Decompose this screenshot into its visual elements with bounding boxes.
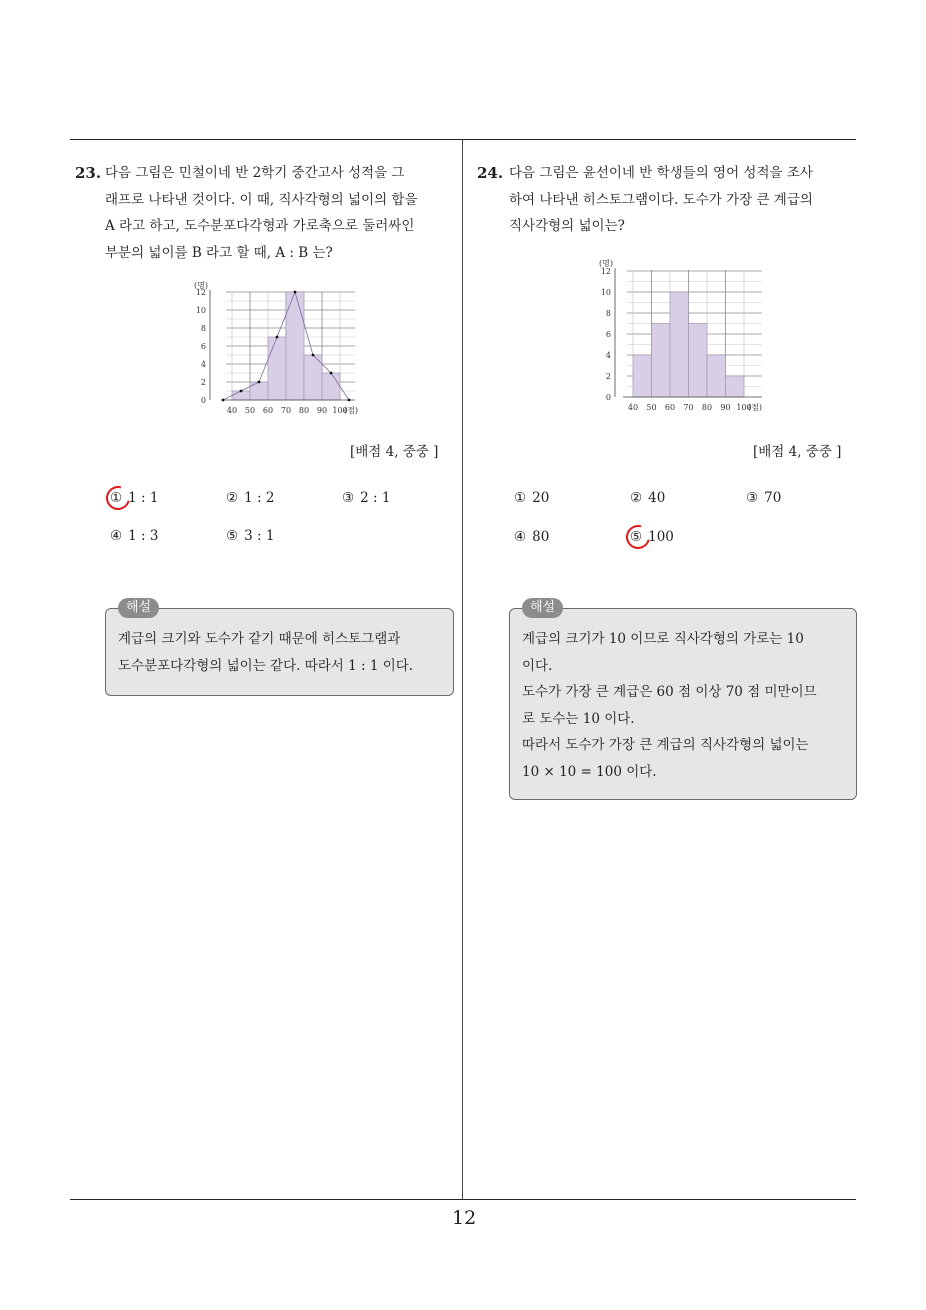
explanation-line: 계급의 크기가 10 이므로 직사각형의 가로는 10 xyxy=(522,631,804,647)
q24-question-text xyxy=(509,160,813,240)
histogram-bar xyxy=(633,355,652,397)
y-tick-label: 10 xyxy=(600,288,611,297)
top-rule xyxy=(70,139,856,140)
explanation-line: 로 도수는 10 이다. xyxy=(522,710,635,727)
explanation-line: 도수분포다각형의 넓이는 같다. 따라서 1 : 1 이다. xyxy=(118,657,414,674)
x-tick-label: 40 xyxy=(627,403,639,412)
q23-line: 부분의 넓이를 B 라고 할 때, A : B 는? xyxy=(105,244,333,261)
q23-line: 다음 그림은 민철이네 반 2학기 중간고사 성적을 그 xyxy=(105,165,405,181)
q23-choice-4[interactable] xyxy=(110,528,158,544)
y-axis-label: (명) xyxy=(194,281,208,290)
explanation-line: 도수가 가장 큰 계급은 60 점 이상 70 점 미만이므 xyxy=(522,684,817,700)
q24-choice-4[interactable] xyxy=(514,529,549,545)
q24-choice-1[interactable] xyxy=(514,490,549,506)
q23-score: [배점 4, 중중 ] xyxy=(350,444,439,460)
polygon-point xyxy=(222,399,225,402)
choice-value: 70 xyxy=(764,490,782,506)
choice-mark: ③ xyxy=(746,490,759,506)
q23-line: A 라고 하고, 도수분포다각형과 가로축으로 둘러싸인 xyxy=(105,218,415,234)
x-tick-label: 80 xyxy=(701,403,713,412)
y-tick-label: 0 xyxy=(200,396,206,405)
histogram-bar xyxy=(689,324,708,398)
q23-choice-2[interactable] xyxy=(226,490,274,506)
polygon-point xyxy=(294,291,297,294)
x-tick-label: 100 xyxy=(332,406,348,415)
y-tick-label: 12 xyxy=(195,288,206,297)
x-tick-label: 70 xyxy=(280,406,292,415)
polygon-point xyxy=(312,354,315,357)
choice-mark: ② xyxy=(226,490,239,506)
x-tick-label: 70 xyxy=(683,403,694,412)
q23-choice-1[interactable] xyxy=(110,490,158,506)
x-axis-label: (점) xyxy=(748,403,762,412)
histogram-bar xyxy=(707,355,726,397)
bottom-rule xyxy=(70,1199,856,1200)
q23-explanation-text xyxy=(118,626,413,679)
y-tick-label: 4 xyxy=(605,351,611,360)
x-tick-label: 80 xyxy=(298,406,310,415)
choice-mark: ③ xyxy=(342,490,355,506)
explanation-line: 따라서 도수가 가장 큰 계급의 직사각형의 넓이는 xyxy=(522,737,809,753)
choice-value: 2 : 1 xyxy=(360,490,391,506)
choice-mark: ① xyxy=(110,490,123,506)
choice-value: 1 : 1 xyxy=(128,490,159,506)
explanation-line: 계급의 크기와 도수가 같기 때문에 히스토그램과 xyxy=(118,631,401,647)
polygon-point xyxy=(330,372,333,375)
q24-line: 다음 그림은 윤선이네 반 학생들의 영어 성적을 조사 xyxy=(509,165,813,181)
q24-chart xyxy=(592,244,782,414)
q24-score: [배점 4, 중중 ] xyxy=(753,444,842,460)
polygon-point xyxy=(240,390,243,393)
x-axis-label: (점) xyxy=(344,406,358,415)
page-number: 12 xyxy=(452,1207,477,1229)
choice-value: 20 xyxy=(532,490,550,506)
q24-explanation-tab: 해설 xyxy=(522,598,563,618)
q24-choice-3[interactable] xyxy=(746,490,781,506)
histogram-bar xyxy=(726,376,745,397)
y-tick-label: 6 xyxy=(605,330,611,339)
x-tick-label: 60 xyxy=(262,406,274,415)
polygon-point xyxy=(258,381,261,384)
x-tick-label: 50 xyxy=(244,406,256,415)
y-tick-label: 6 xyxy=(200,342,206,351)
q23-line: 래프로 나타낸 것이다. 이 때, 직사각형의 넓이의 합을 xyxy=(105,191,418,208)
polygon-point xyxy=(348,399,351,402)
explanation-line: 이다. xyxy=(522,657,553,674)
x-tick-label: 60 xyxy=(664,403,676,412)
choice-mark: ② xyxy=(630,490,643,506)
q24-choice-5[interactable] xyxy=(630,529,674,545)
histogram-bar xyxy=(652,324,671,398)
y-tick-label: 12 xyxy=(600,267,611,276)
q24-line: 직사각형의 넓이는? xyxy=(509,218,625,234)
q23-explanation-tab: 해설 xyxy=(118,598,159,618)
histogram-bar xyxy=(670,292,689,397)
y-tick-label: 2 xyxy=(605,372,611,381)
q24-explanation-text xyxy=(522,626,817,785)
x-tick-label: 90 xyxy=(316,406,328,415)
y-tick-label: 8 xyxy=(605,309,611,318)
x-tick-label: 50 xyxy=(646,403,657,412)
choice-value: 40 xyxy=(648,490,666,506)
histogram-bar xyxy=(322,373,340,400)
choice-value: 1 : 2 xyxy=(244,490,275,506)
choice-mark: ④ xyxy=(110,528,123,544)
y-tick-label: 2 xyxy=(200,378,206,387)
choice-mark: ④ xyxy=(514,529,527,545)
choice-mark: ① xyxy=(514,490,527,506)
y-tick-label: 4 xyxy=(200,360,206,369)
y-tick-label: 10 xyxy=(195,306,206,315)
choice-mark: ⑤ xyxy=(630,529,643,545)
q23-question-text xyxy=(105,160,417,266)
column-divider xyxy=(462,140,463,1200)
y-tick-label: 8 xyxy=(200,324,206,333)
x-tick-label: 40 xyxy=(226,406,238,415)
y-tick-label: 0 xyxy=(605,393,611,402)
q24-choice-2[interactable] xyxy=(630,490,665,506)
histogram-bar xyxy=(250,382,268,400)
y-axis-label: (명) xyxy=(599,259,613,268)
q24-number: 24. xyxy=(477,164,504,182)
x-tick-label: 100 xyxy=(736,403,752,412)
histogram-bar xyxy=(268,337,286,400)
choice-value: 3 : 1 xyxy=(244,528,275,544)
q23-choice-5[interactable] xyxy=(226,528,274,544)
q23-chart xyxy=(185,270,375,420)
polygon-point xyxy=(276,336,279,339)
choice-value: 80 xyxy=(532,529,550,545)
explanation-line: 10 × 10 = 100 이다. xyxy=(522,763,657,780)
x-tick-label: 90 xyxy=(720,403,731,412)
choice-value: 100 xyxy=(648,529,674,545)
q24-line: 하여 나타낸 히스토그램이다. 도수가 가장 큰 계급의 xyxy=(509,191,813,208)
choice-value: 1 : 3 xyxy=(128,528,159,544)
q23-number: 23. xyxy=(75,164,102,182)
choice-mark: ⑤ xyxy=(226,528,239,544)
q23-choice-3[interactable] xyxy=(342,490,390,506)
